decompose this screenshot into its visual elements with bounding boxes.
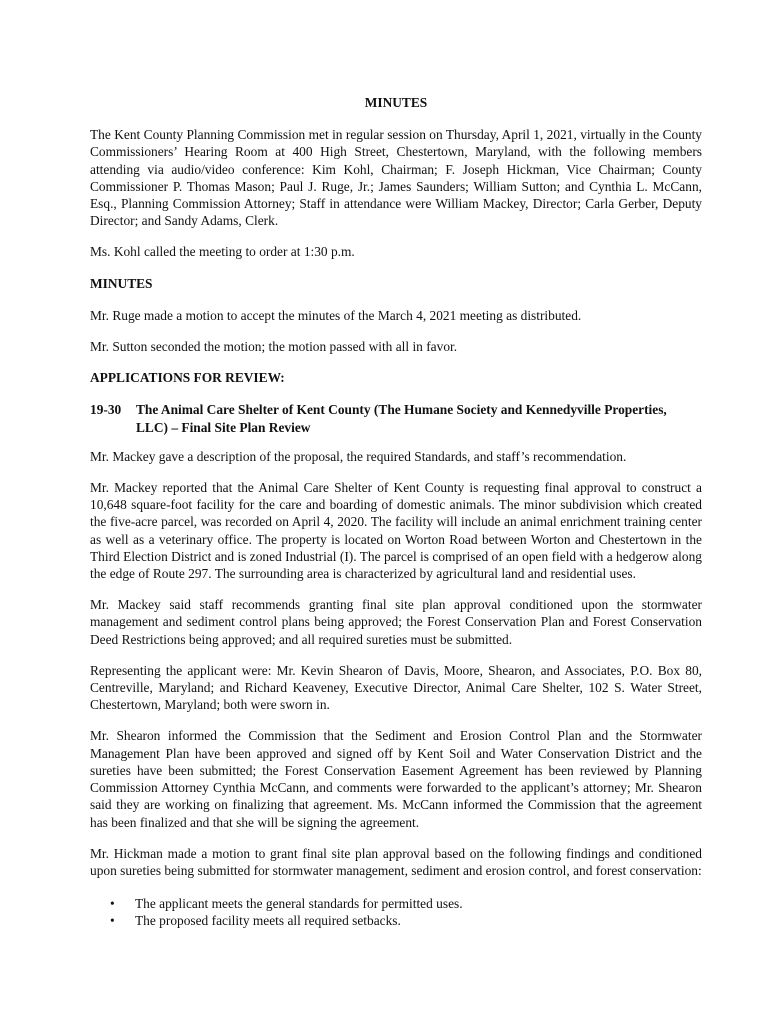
minutes-motion-paragraph: Mr. Ruge made a motion to accept the minutes of the March 4, 2021 meeting as distributed. [90, 307, 582, 323]
page-title: MINUTES [364, 95, 428, 110]
bullet-icon: • [110, 913, 115, 929]
minutes-section-heading: MINUTES [90, 275, 153, 291]
recommendation-paragraph: Mr. Mackey said staff recommends granting final site plan approval conditioned upon the stormwater management and sediment control plans being approved; the Forest Conservation Plan and Forest Conservation Deed Restrictions being approved; and all required sureties must be submitted. [90, 597, 702, 647]
list-item [90, 912, 702, 929]
list-item [90, 895, 702, 912]
findings-list [90, 895, 702, 929]
call-to-order-paragraph: Ms. Kohl called the meeting to order at 1:30 p.m. [90, 244, 355, 260]
intro-paragraph: The Kent County Planning Commission met in regular session on Thursday, April 1, 2021, virtually in the County Commissioners’ Hearing Room at 400 High Street, Chestertown, Maryland, with the following members attending via audio/video conference: Kim Kohl, Chairman; F. Joseph Hickman, Vice Chairman; County Commissioner P. Thomas Mason; Paul J. Ruge, Jr.; James Saunders; William Sutton; and Cynthia L. McCann, Esq., Planning Commission Attorney; Staff in attendance were William Mackey, Director; Carla Gerber, Deputy Director; and Sandy Adams, Clerk. [90, 127, 702, 229]
finding-text: The proposed facility meets all required setbacks. [135, 913, 401, 929]
report-paragraph: Mr. Mackey reported that the Animal Care Shelter of Kent County is requesting final approval to construct a 10,648 square-foot facility for the care and boarding of domestic animals. The minor subdivision which created the five-acre parcel, was recorded on April 4, 2020. The facility will include an animal enrichment training center as well as a veterinary office. The property is located on Worton Road between Worton and Chestertown in the Third Election District and is zoned Industrial (I). The parcel is comprised of an open field with a hedgerow along the edge of Route 297. The surrounding area is characterized by agricultural land and residential uses. [90, 480, 702, 582]
applicant-representatives-paragraph: Representing the applicant were: Mr. Kevin Shearon of Davis, Moore, Shearon, and Associates, P.O. Box 80, Centreville, Maryland; and Richard Keaveney, Executive Director, Animal Care Shelter, 102 S. Water Street, Chestertown, Maryland; both were sworn in. [90, 662, 702, 713]
bullet-icon: • [110, 896, 115, 912]
minutes-second-paragraph: Mr. Sutton seconded the motion; the motion passed with all in favor. [90, 339, 458, 355]
shearon-statement-paragraph: Mr. Shearon informed the Commission that the Sediment and Erosion Control Plan and the Stormwater Management Plan have been approved and signed off by Kent Soil and Water Conservation District and the sureties have been submitted; the Forest Conservation Easement Agreement has been reviewed by Planning Commission Attorney Cynthia McCann, and comments were forwarded to the applicant’s attorney; Mr. Shearon said they are working on finalizing that agreement. Ms. McCann informed the Commission that the agreement has been finalized and that she will be signing the agreement. [90, 728, 702, 830]
applications-section-heading: APPLICATIONS FOR REVIEW: [90, 370, 285, 386]
finding-text: The applicant meets the general standards for permitted uses. [135, 896, 463, 912]
application-item-title: The Animal Care Shelter of Kent County (The Humane Society and Kennedyville Properties, LLC) – Final Site Plan Review [136, 402, 667, 435]
motion-paragraph: Mr. Hickman made a motion to grant final site plan approval based on the following findings and conditioned upon sureties being submitted for stormwater management, sediment and erosion control, and forest conservation: [90, 845, 702, 878]
application-item-number: 19-30 [90, 402, 122, 418]
document-page [90, 94, 702, 930]
description-paragraph: Mr. Mackey gave a description of the proposal, the required Standards, and staff’s recommendation. [90, 448, 627, 464]
application-item-heading [90, 401, 702, 435]
